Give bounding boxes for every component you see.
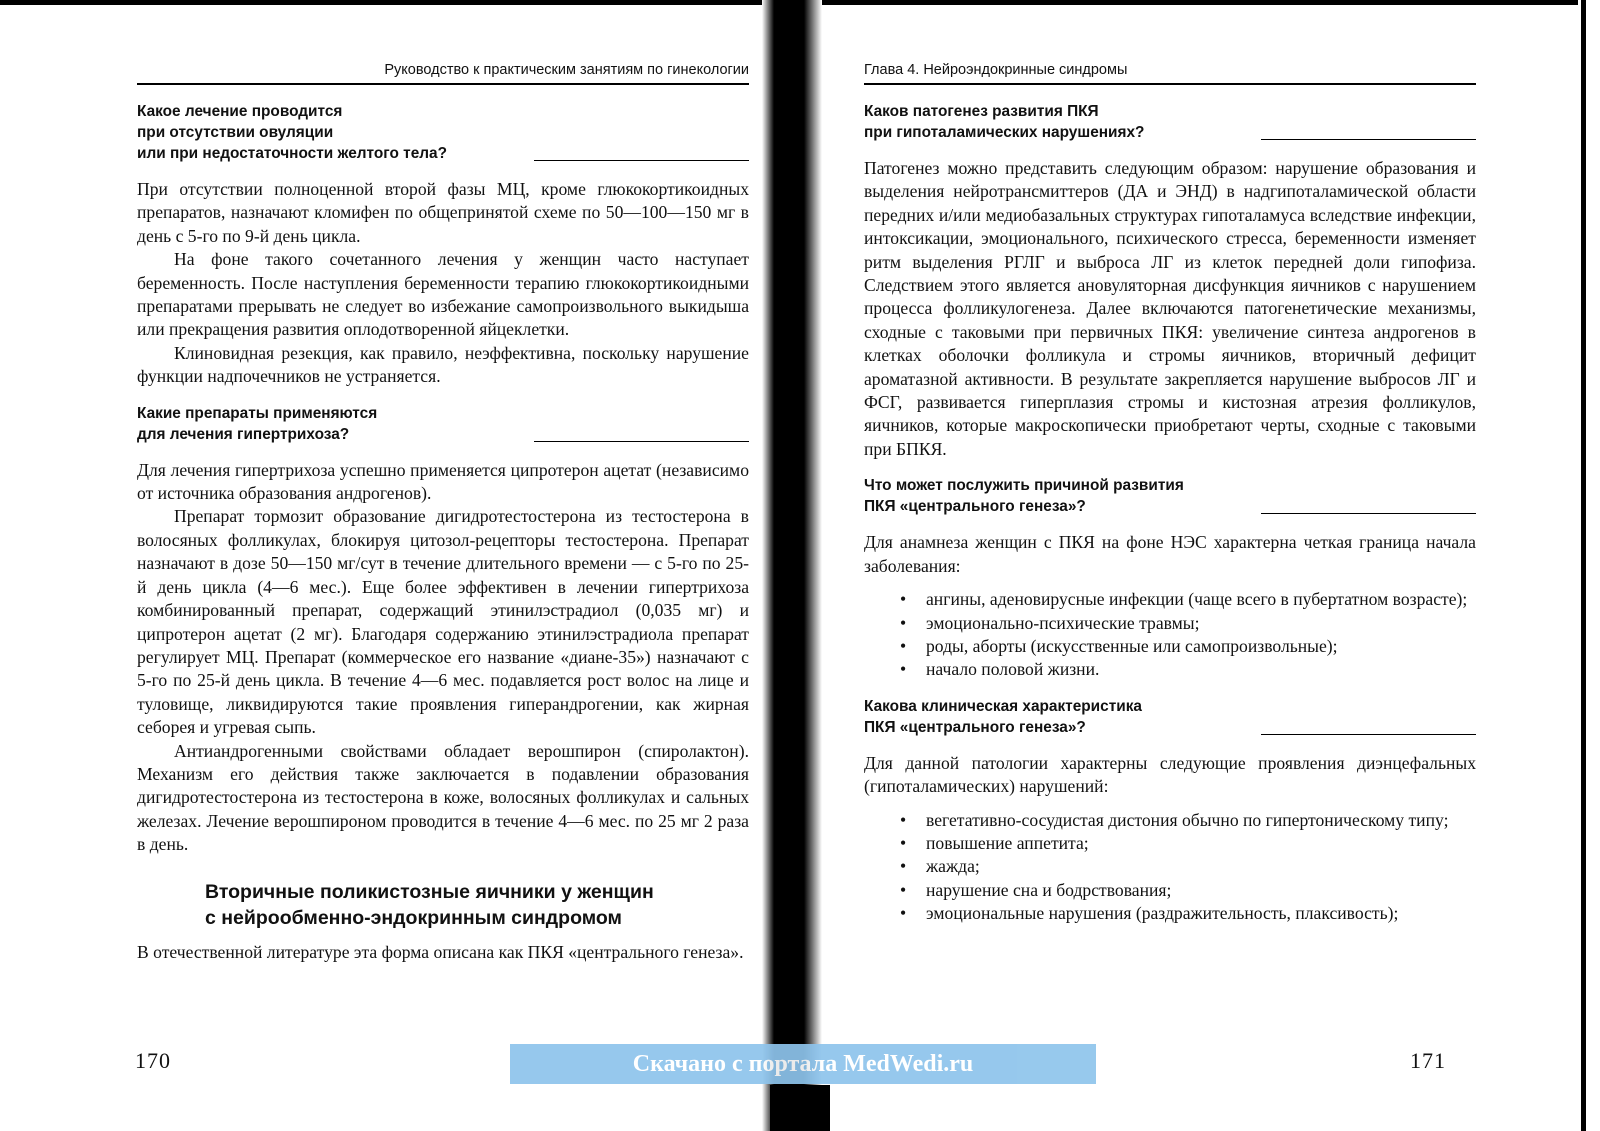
question-heading — [137, 403, 749, 445]
heading-rule — [1261, 734, 1476, 735]
list-item: • начало половой жизни. — [926, 658, 1476, 681]
list-item: • нарушение сна и бодрствования; — [926, 879, 1476, 902]
question-line: для лечения гипертрихоза? — [137, 425, 350, 443]
book-gutter — [762, 0, 822, 1131]
page-number-right: 171 — [1410, 1048, 1446, 1073]
left-page — [137, 62, 749, 964]
bullet-icon: • — [900, 589, 907, 610]
question-line: Какова клиническая характеристика — [864, 697, 1142, 715]
question-heading — [864, 696, 1476, 738]
question-line: Что может послужить причиной развития — [864, 477, 1184, 495]
bullet-icon: • — [900, 856, 907, 877]
list-item: • эмоциональные нарушения (раздражительность, плаксивость); — [926, 902, 1476, 925]
bullet-icon: • — [900, 659, 907, 680]
running-head-left: Руководство к практическим занятиям по гинекологии — [137, 62, 749, 85]
question-heading — [864, 101, 1476, 143]
bullet-icon: • — [900, 879, 907, 900]
section-title-line: с нейрообменно-эндокринным синдромом — [205, 906, 622, 929]
question-line: при гипоталамических нарушениях? — [864, 124, 1145, 141]
bullet-icon: • — [900, 635, 907, 656]
right-page — [864, 62, 1476, 940]
question-line: ПКЯ «центрального генеза»? — [864, 498, 1086, 516]
list-item: • жажда; — [926, 855, 1476, 878]
heading-rule — [534, 441, 749, 442]
list-item: • эмоционально-психические травмы; — [926, 612, 1476, 635]
paragraph: Для лечения гипертрихоза успешно применяется ципротерон ацетат (независимо от источника образования андрогенов). — [137, 459, 749, 504]
bullet-icon: • — [900, 903, 907, 924]
question-heading — [864, 475, 1476, 517]
heading-rule — [534, 160, 749, 161]
question-line: Какое лечение проводится — [137, 103, 343, 120]
question-line: или при недостаточности желтого тела? — [137, 145, 448, 162]
question-line: ПКЯ «центрального генеза»? — [864, 718, 1086, 736]
list-item: • вегетативно-сосудистая дистония обычно по гипертоническому типу; — [926, 809, 1476, 832]
gutter-shadow — [770, 1085, 830, 1131]
section-title — [205, 879, 749, 931]
paragraph: На фоне такого сочетанного лечения у женщин часто наступает беременность. После наступления беременности терапию глюкокортикоидными препаратами прерывать не следует во избежание самопроизвольного выкидыша или прекращения развития оплодотворенной яйцеклетки. — [137, 249, 749, 340]
section-title-line: Вторичные поликистозные яичники у женщин — [205, 880, 654, 903]
bullet-icon: • — [900, 809, 907, 830]
list-item: • ангины, аденовирусные инфекции (чаще всего в пубертатном возрасте); — [926, 588, 1476, 611]
heading-rule — [1261, 513, 1476, 514]
list-item: • повышение аппетита; — [926, 832, 1476, 855]
paragraph: Для данной патологии характерны следующие проявления диэнцефальных (гипоталамических) нарушений: — [864, 752, 1476, 797]
bullet-icon: • — [900, 832, 907, 853]
running-head-right: Глава 4. Нейроэндокринные синдромы — [864, 62, 1476, 85]
paragraph: Клиновидная резекция, как правило, неэффективна, поскольку нарушение функции надпочечников не устраняется. — [137, 342, 749, 387]
bullet-list — [864, 588, 1476, 682]
paragraph: В отечественной литературе эта форма описана как ПКЯ «центрального генеза». — [137, 941, 744, 962]
list-item: • роды, аборты (искусственные или самопроизвольные); — [926, 635, 1476, 658]
question-line: Какие препараты применяются — [137, 404, 378, 422]
paragraph: Антиандрогенными свойствами обладает верошпирон (спиролактон). Механизм его действия также заключается в подавлении образования дигидротестостерона из тестостерона в коже, волосяных фолликулах и сальных железах. Лечение верошпироном проводится в течение 4—6 мес. по 25 мг 2 раза в день. — [137, 740, 749, 855]
paragraph: Патогенез можно представить следующим образом: нарушение образования и выделения нейротрансмиттеров (ДА и ЭНД) в надгипоталамической области передних и/или медиобазальных структурах гипоталамуса вследствие инфекции, интоксикации, эмоционального, психического стресса, беременности изменяет ритм выделения РГЛГ и выброса ЛГ из клеток передней доли гипофиза. Следствием этого является ановуляторная дисфункция яичников с нарушением процесса фолликулогенеза. Далее включаются патогенетические механизмы, сходные с таковыми при первичных ПКЯ: увеличение синтеза андрогенов в клетках оболочки фолликула и стромы яичников, вторичный дефицит ароматазной активности. В результате закрепляется нарушение выбросов ЛГ и ФСГ, развивается гиперплазия стромы и кистозная атрезия фолликулов, яичников, которые макроскопически приобретают черты, сходные с таковыми при БПКЯ. — [864, 158, 1476, 459]
paragraph: Препарат тормозит образование дигидротестостерона из тестостерона в волосяных фолликулах, блокируя цитозол-рецепторы тестостерона. Препарат назначают в дозе 50—150 мг/сут в течение длительного времени — с 5-го по 25-й день цикла (4—6 мес.). Еще более эффективен в лечении гипертрихоза комбинированный препарат, содержащий этинилэстрадиол (0,035 мг) и ципротерон ацетат (2 мг). Благодаря содержанию этинилэстрадиола препарат регулирует МЦ. Препарат (коммерческое его название «диане-35») назначают с 5-го по 25-й день цикла. В течение 4—6 мес. подавляется рост волос на лице и туловище, ликвидируются такие проявления гиперандрогении, как жирная себорея и угревая сыпь. — [137, 506, 749, 738]
bullet-list — [864, 809, 1476, 926]
bullet-icon: • — [900, 612, 907, 633]
watermark-banner: Скачано с портала MedWedi.ru — [510, 1044, 1096, 1084]
question-line: при отсутствии овуляции — [137, 124, 334, 141]
paragraph: Для анамнеза женщин с ПКЯ на фоне НЭС характерна четкая граница начала заболевания: — [864, 532, 1476, 576]
page-number-left: 170 — [135, 1048, 171, 1073]
paragraph: При отсутствии полноценной второй фазы МЦ, кроме глюкокортикоидных препаратов, назначают кломифен по общепринятой схеме по 50—100—150 мг в день с 5-го по 9-й день цикла. — [137, 179, 749, 246]
heading-rule — [1261, 139, 1476, 140]
question-line: Каков патогенез развития ПКЯ — [864, 103, 1099, 120]
question-heading — [137, 101, 749, 164]
scan-edge-right — [1578, 0, 1600, 1131]
